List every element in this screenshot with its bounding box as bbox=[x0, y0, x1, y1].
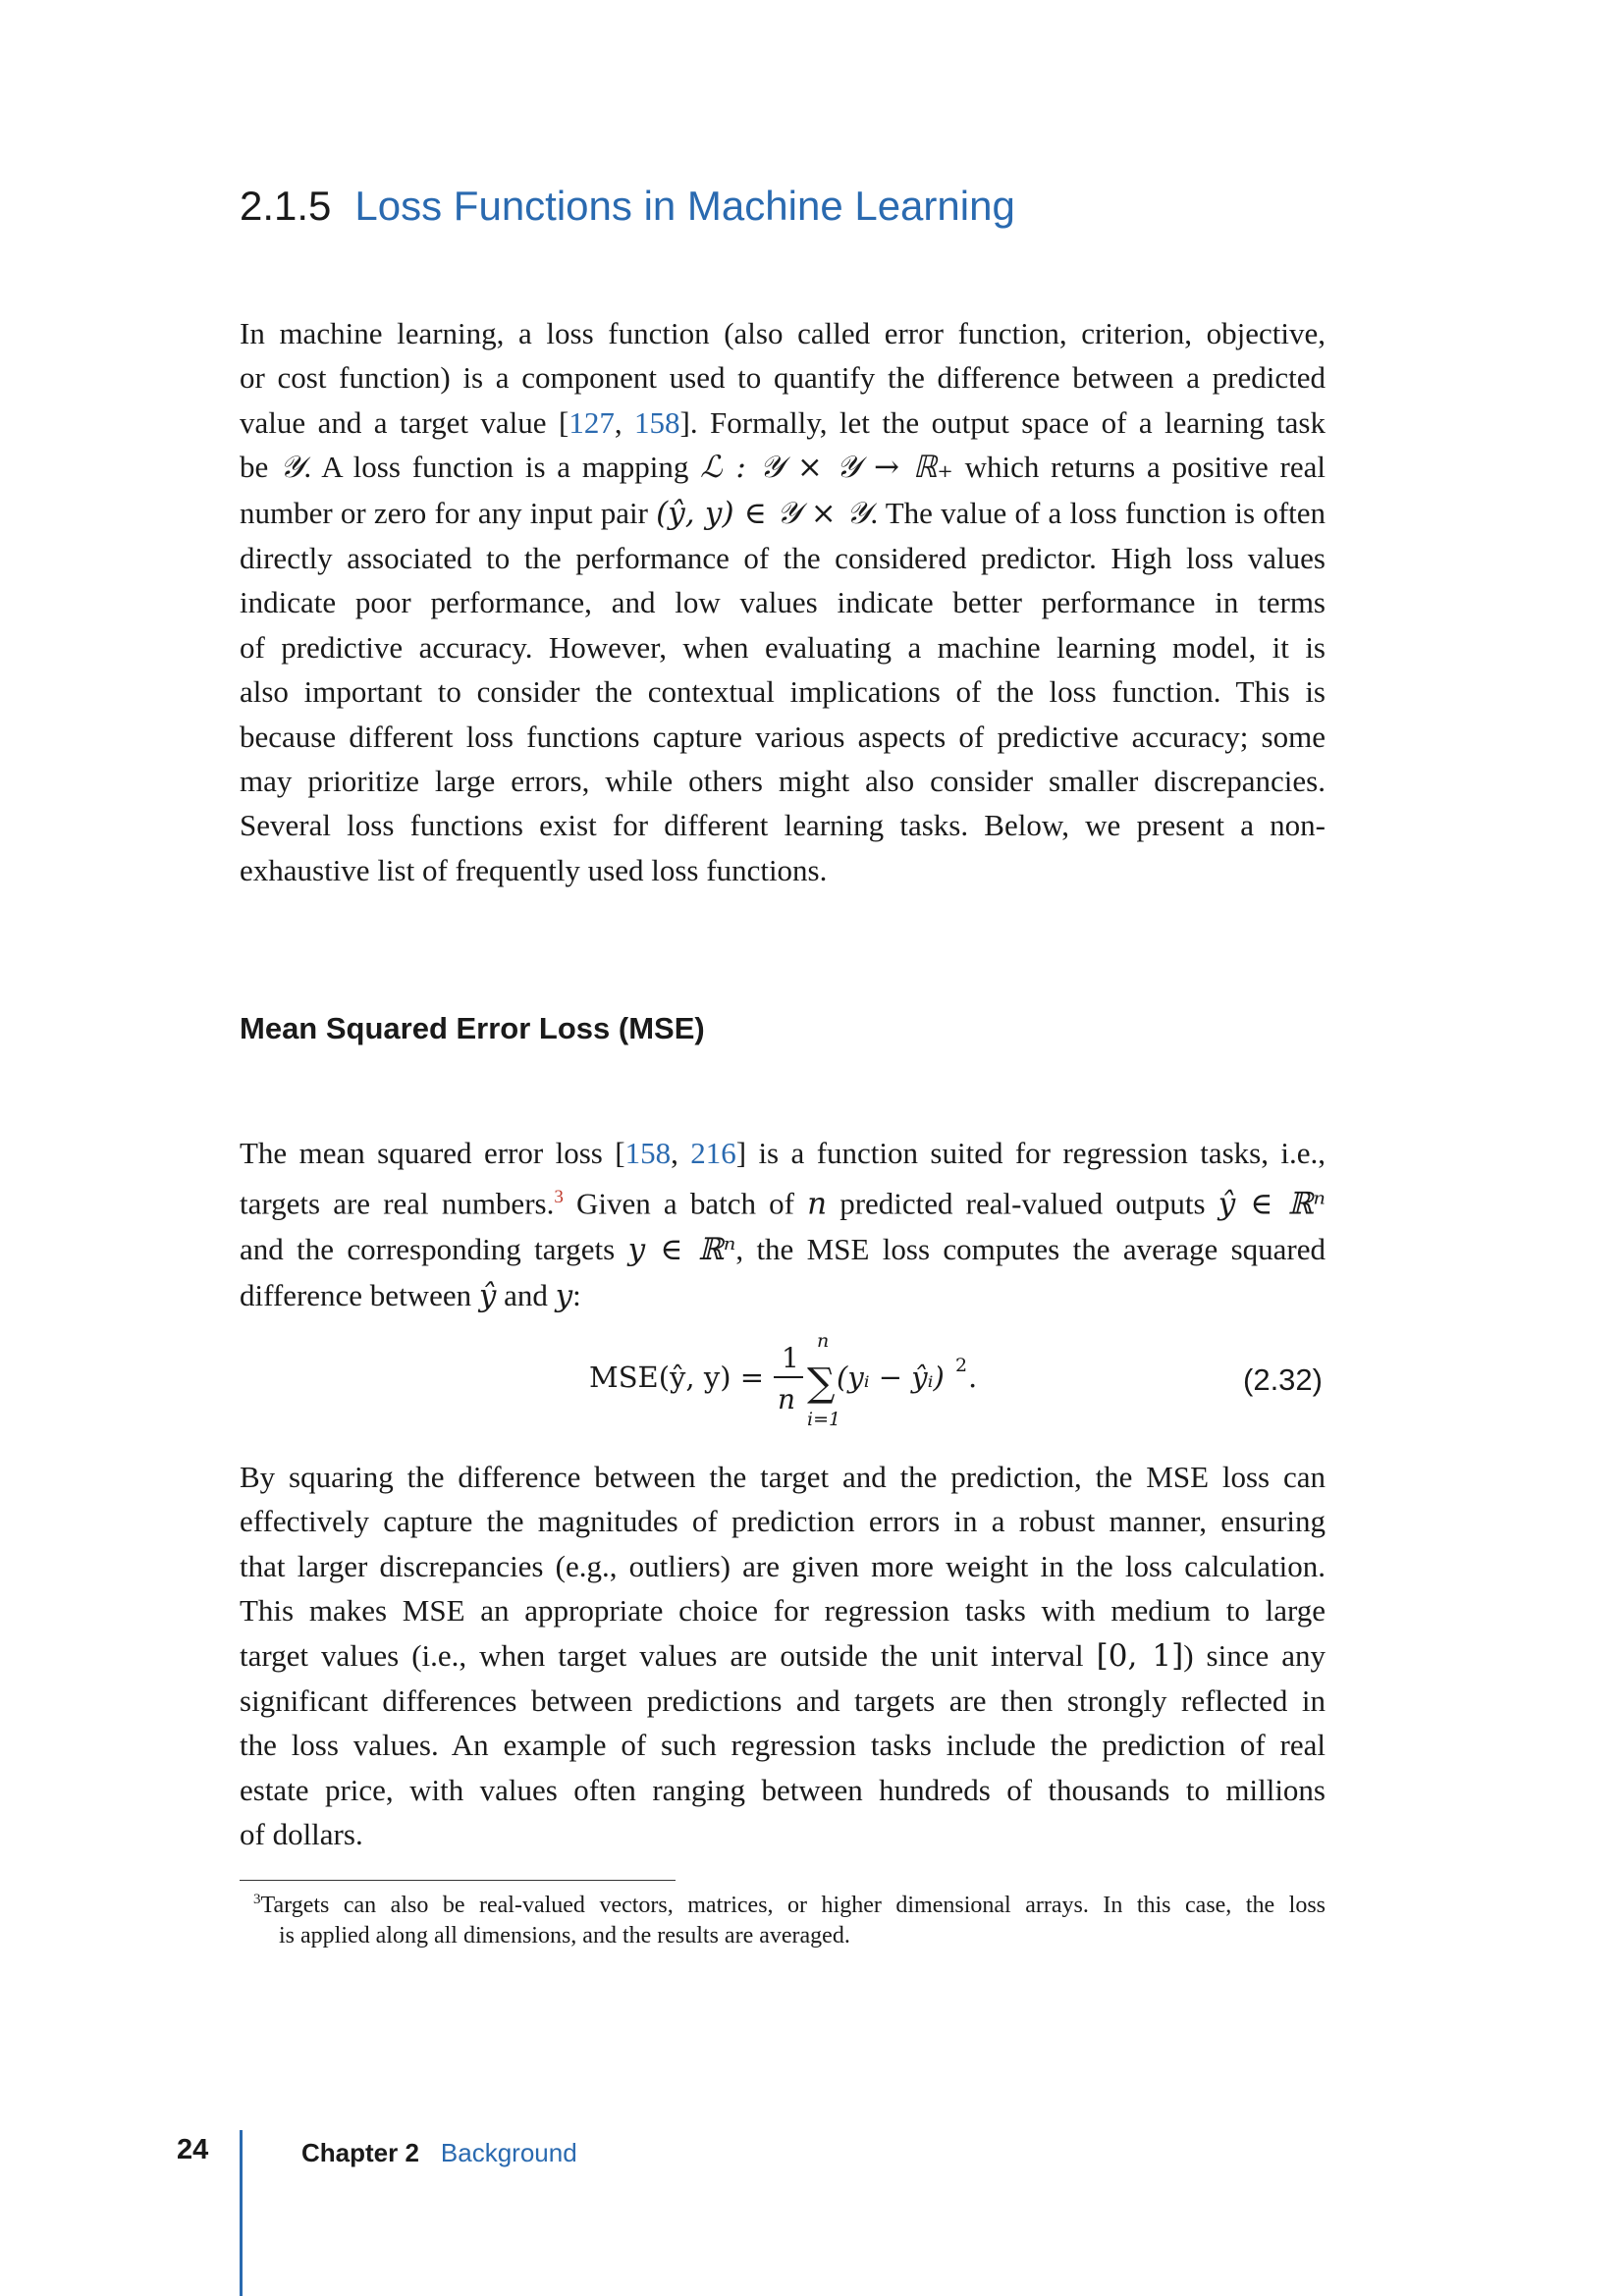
text-line: number or zero for any input pair (ŷ, y) ∈ 𝒴 × 𝒴. The value of a loss function is often bbox=[240, 495, 1326, 531]
math-prediction: ŷ ∈ ℝⁿ bbox=[1218, 1186, 1326, 1222]
footnote-line: is applied along all dimensions, and the results are averaged. bbox=[279, 1923, 850, 1949]
footer-chapter bbox=[301, 2138, 577, 2168]
mse-paragraph-2 bbox=[240, 1455, 1326, 1857]
section-title-link[interactable]: Loss Functions in Machine Learning bbox=[354, 183, 1015, 229]
footnote-number: 3 bbox=[253, 1892, 261, 1907]
eq-sum-lower: i=1 bbox=[807, 1409, 841, 1430]
intro-paragraph bbox=[240, 311, 1326, 892]
text-line: be 𝒴. A loss function is a mapping ℒ : 𝒴 × 𝒴 → ℝ₊ which returns a positive real bbox=[240, 450, 1326, 486]
eq-period: . bbox=[968, 1361, 978, 1394]
text-line: target values (i.e., when target values are outside the unit interval [0, 1]) since any bbox=[240, 1637, 1326, 1674]
text-line: directly associated to the performance of the considered predictor. High loss values bbox=[240, 541, 1326, 576]
eq-sum-upper: n bbox=[817, 1330, 830, 1352]
text-line: This makes MSE an appropriate choice for regression tasks with medium to large bbox=[240, 1593, 1326, 1629]
text-line: because different loss functions capture various aspects of predictive accuracy; some bbox=[240, 719, 1326, 754]
text-line: of predictive accuracy. However, when evaluating a machine learning model, it is bbox=[240, 629, 1326, 665]
citation-158[interactable]: 158 bbox=[634, 404, 680, 440]
footer-chapter-title-link[interactable]: Background bbox=[440, 2138, 577, 2167]
text-line: value and a target value [127, 158]. Formally, let the output space of a learning task bbox=[240, 404, 1326, 440]
text-line: difference between ŷ and y: bbox=[240, 1277, 581, 1313]
text-line: By squaring the difference between the target and the prediction, the MSE loss can bbox=[240, 1460, 1326, 1494]
footnote-line: $^3$Targets can also be real-valued vectors, matrices, or higher dimensional arrays. In this case, the loss bbox=[253, 1892, 1326, 1918]
section-number: 2.1.5 bbox=[240, 183, 332, 229]
math-target: y ∈ ℝⁿ bbox=[627, 1232, 736, 1268]
text-line: In machine learning, a loss function (also called error function, criterion, objective, bbox=[240, 316, 1326, 350]
footnote-divider bbox=[240, 1880, 676, 1881]
eq-fraction-denominator: n bbox=[778, 1383, 796, 1415]
footer-divider bbox=[240, 2130, 243, 2296]
text-line: significant differences between predictions and targets are then strongly reflected in bbox=[240, 1683, 1326, 1719]
footer-chapter-label: Chapter 2 bbox=[301, 2138, 419, 2167]
text-line: estate price, with values often ranging between hundreds of thousands to millions bbox=[240, 1772, 1326, 1807]
section-heading bbox=[240, 183, 1015, 230]
text-line: may prioritize large errors, while others might also consider smaller discrepancies. bbox=[240, 764, 1326, 799]
mse-paragraph-1 bbox=[240, 1131, 1326, 1318]
math-output-space: 𝒴 bbox=[280, 450, 304, 486]
eq-lhs: MSE(ŷ, y) = bbox=[589, 1361, 765, 1394]
citation-127[interactable]: 127 bbox=[568, 404, 615, 440]
text-line: also important to consider the contextual implications of the loss function. This is bbox=[240, 674, 1326, 710]
text-line: targets are real numbers.$^3$ Given a batch of n predicted real-valued outputs ŷ ∈ ℝⁿ bbox=[240, 1186, 1326, 1222]
math-loss-mapping: ℒ : 𝒴 × 𝒴 → ℝ₊ bbox=[700, 450, 953, 486]
eq-body: (yᵢ − ŷᵢ) bbox=[837, 1361, 945, 1394]
eq-exponent: 2 bbox=[955, 1355, 968, 1376]
citation-158[interactable]: 158 bbox=[624, 1136, 672, 1170]
eq-sum-symbol: ∑ bbox=[807, 1361, 836, 1406]
page-number: 24 bbox=[177, 2134, 209, 2165]
text-line: or cost function) is a component used to quantify the difference between a predicted bbox=[240, 360, 1326, 396]
footnote bbox=[253, 1885, 1326, 1951]
text-line: that larger discrepancies (e.g., outliers) are given more weight in the loss calculation. bbox=[240, 1548, 1326, 1583]
text-line: Several loss functions exist for different learning tasks. Below, we present a non- bbox=[240, 808, 1326, 843]
text-line: exhaustive list of frequently used loss functions. bbox=[240, 852, 828, 887]
text-line: the loss values. An example of such regression tasks include the prediction of real bbox=[240, 1728, 1326, 1763]
math-unit-interval: [0, 1] bbox=[1096, 1637, 1184, 1674]
text-line: and the corresponding targets y ∈ ℝⁿ, the MSE loss computes the average squared bbox=[240, 1232, 1326, 1268]
mse-equation bbox=[589, 1325, 1001, 1433]
subsection-heading: Mean Squared Error Loss (MSE) bbox=[240, 1011, 705, 1045]
math-input-pair: (ŷ, y) ∈ 𝒴 × 𝒴 bbox=[656, 495, 871, 531]
text-line: effectively capture the magnitudes of prediction errors in a robust manner, ensuring bbox=[240, 1504, 1326, 1539]
text-line: indicate poor performance, and low values indicate better performance in terms bbox=[240, 585, 1326, 620]
text-line: of dollars. bbox=[240, 1817, 363, 1852]
text-line: The mean squared error loss [158, 216] is a function suited for regression tasks, i.e., bbox=[240, 1136, 1326, 1170]
footnote-marker[interactable]: 3 bbox=[554, 1187, 564, 1208]
eq-fraction-numerator: 1 bbox=[782, 1342, 799, 1374]
citation-216[interactable]: 216 bbox=[690, 1136, 736, 1170]
equation-number: (2.32) bbox=[1243, 1362, 1323, 1397]
